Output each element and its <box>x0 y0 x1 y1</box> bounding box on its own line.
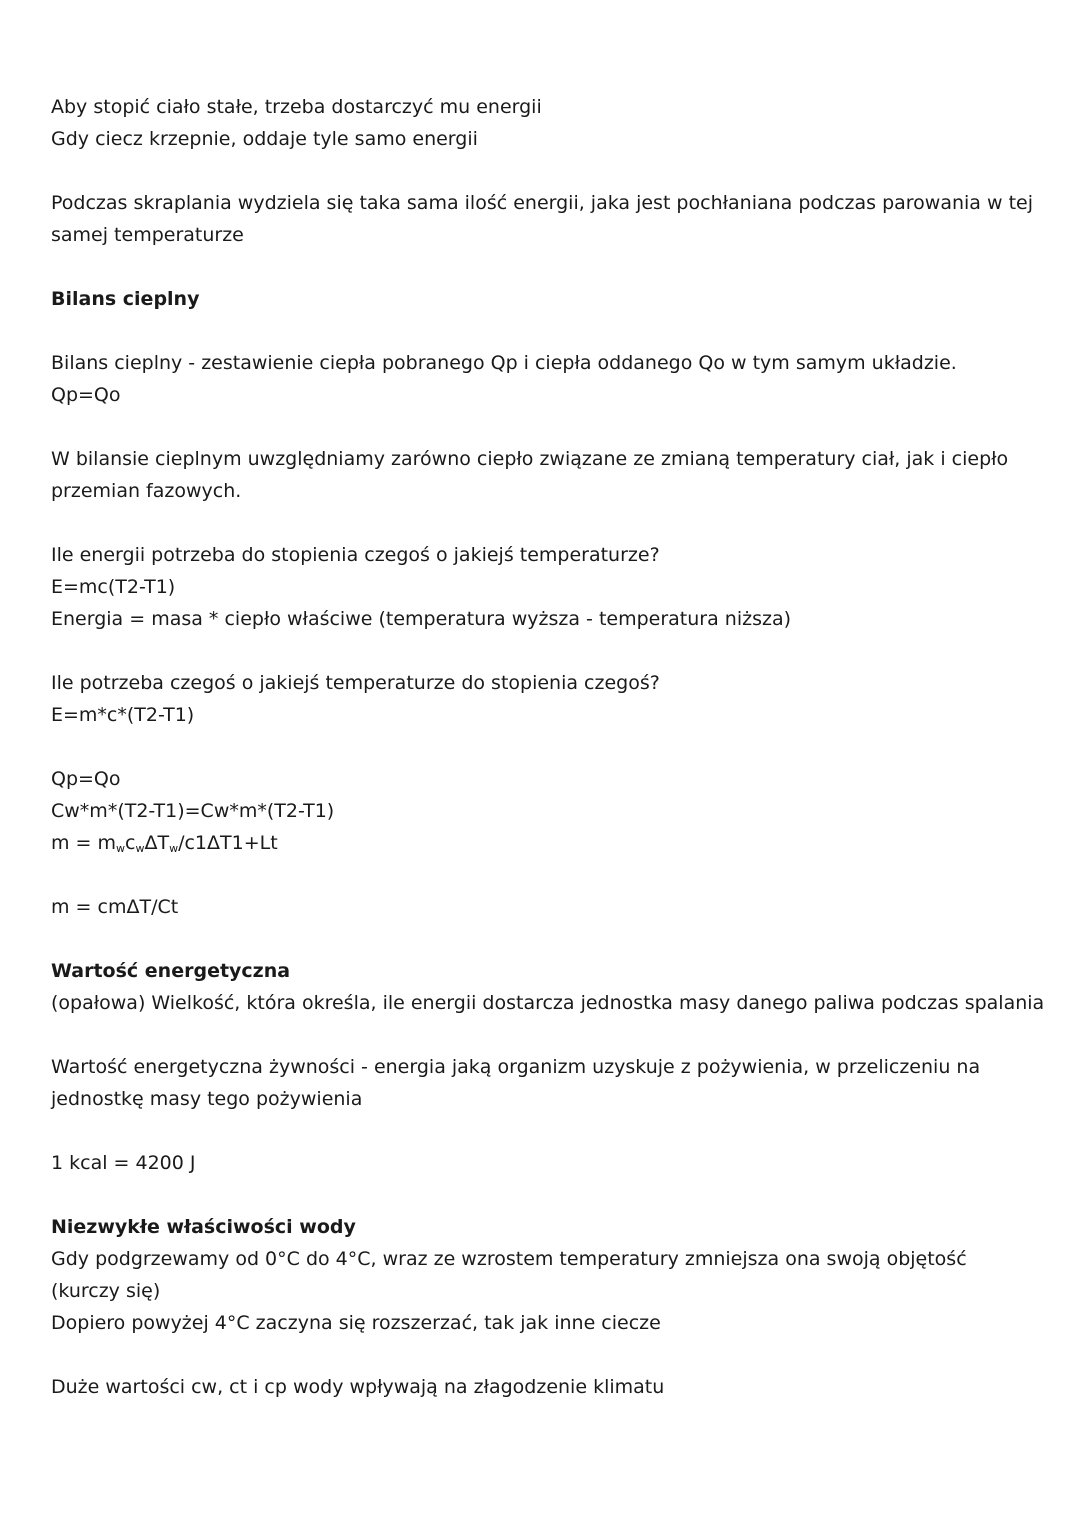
mass-formula: m = cmΔT/Ct <box>51 896 179 918</box>
equation-mass-water <box>51 827 1036 859</box>
question1-text: Ile energii potrzeba do stopienia czegoś o jakiejś temperaturze? <box>51 544 660 566</box>
climate-text: Duże wartości cw, ct i cp wody wpływają na złagodzenie klimatu <box>51 1376 665 1398</box>
equation-expanded: Cw*m*(T2-T1)=Cw*m*(T2-T1) <box>51 800 335 822</box>
phase-note-text: W bilansie cieplnym uwzględniamy zarówno ciepło związane ze zmianą temperatury ciał, jak i ciepło przemian fazowych. <box>51 448 1009 502</box>
food-energy-paragraph <box>51 1051 1036 1115</box>
eq-part4: /c1ΔT1+Lt <box>178 832 278 854</box>
question2-block <box>51 667 1036 731</box>
climate-block <box>51 1371 1036 1403</box>
heat-balance-heading: Bilans cieplny <box>51 288 200 310</box>
equation-balance: Qp=Qo <box>51 768 121 790</box>
question1-formula: E=mc(T2-T1) <box>51 576 176 598</box>
eq-part2: c <box>125 832 136 854</box>
heat-balance-definition-block <box>51 347 1036 411</box>
document-page <box>51 91 1045 1435</box>
water-properties-block <box>51 1211 1036 1339</box>
equations-block <box>51 763 1036 859</box>
water-line1: Gdy podgrzewamy od 0°C do 4°C, wraz ze wzrostem temperatury zmniejsza ona swoją objętość (kurczy się) <box>51 1248 967 1302</box>
question1-block <box>51 539 1036 635</box>
eq-part1: m = m <box>51 832 117 854</box>
mass-formula-block <box>51 891 1036 923</box>
energy-value-block <box>51 955 1045 1019</box>
melting-line: Aby stopić ciało stałe, trzeba dostarczyć mu energii <box>51 96 542 118</box>
eq-sub2: w <box>135 842 145 855</box>
kcal-conversion: 1 kcal = 4200 J <box>51 1152 196 1174</box>
condensation-paragraph <box>51 187 1036 251</box>
heat-balance-heading-block <box>51 283 1036 315</box>
food-energy-text: Wartość energetyczna żywności - energia jaką organizm uzyskuje z pożywienia, w przeliczeniu na jednostkę masy tego pożywienia <box>51 1056 981 1110</box>
solidifying-line: Gdy ciecz krzepnie, oddaje tyle samo energii <box>51 128 478 150</box>
phase-note-paragraph <box>51 443 1036 507</box>
heat-balance-definition: Bilans cieplny - zestawienie ciepła pobranego Qp i ciepła oddanego Qo w tym samym układzie. <box>51 352 957 374</box>
water-heading: Niezwykłe właściwości wody <box>51 1216 356 1238</box>
eq-sub3: w <box>169 842 179 855</box>
water-line2: Dopiero powyżej 4°C zaczyna się rozszerzać, tak jak inne ciecze <box>51 1312 661 1334</box>
energy-value-definition: (opałowa) Wielkość, która określa, ile energii dostarcza jednostka masy danego paliwa podczas spalania <box>51 992 1045 1014</box>
question2-text: Ile potrzeba czegoś o jakiejś temperaturze do stopienia czegoś? <box>51 672 660 694</box>
melting-paragraph <box>51 91 1036 155</box>
conversion-block <box>51 1147 1036 1179</box>
question1-explanation: Energia = masa * ciepło właściwe (temperatura wyższa - temperatura niższa) <box>51 608 791 630</box>
eq-sub1: w <box>116 842 126 855</box>
condensation-text: Podczas skraplania wydziela się taka sama ilość energii, jaka jest pochłaniana podczas parowania w tej samej temperaturze <box>51 192 1033 246</box>
energy-value-heading: Wartość energetyczna <box>51 960 291 982</box>
eq-part3: ΔT <box>144 832 170 854</box>
question2-formula: E=m*c*(T2-T1) <box>51 704 195 726</box>
heat-balance-formula: Qp=Qo <box>51 384 121 406</box>
